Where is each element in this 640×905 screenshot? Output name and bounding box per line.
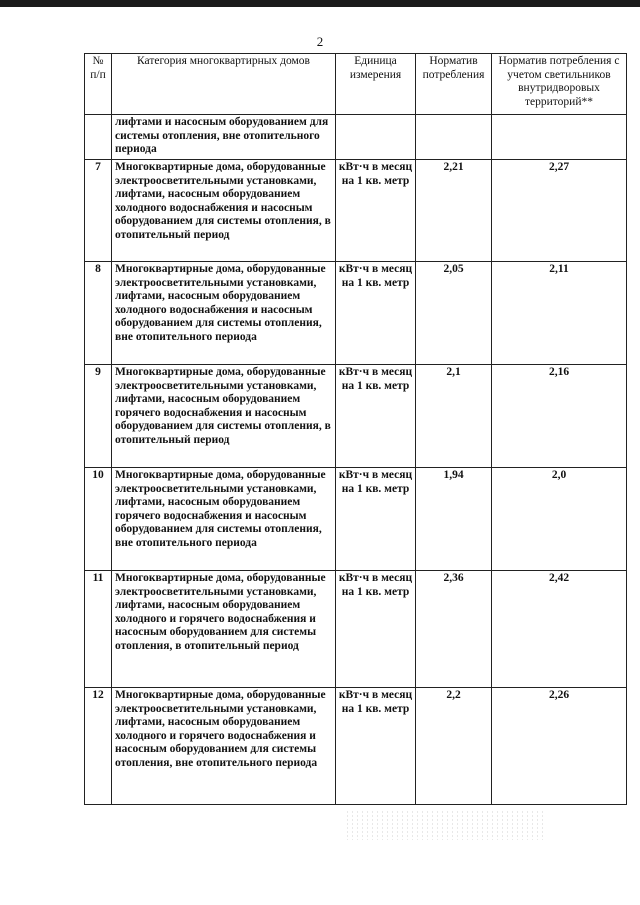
- row-category: Многоквартирные дома, оборудованные электроосветительными установками, лифтами, насосным оборудованием горячего водоснабжения и насосным оборудованием для системы отопления, вне отопительного периода: [112, 468, 336, 571]
- row-num: 8: [85, 262, 112, 365]
- consumption-norms-table: [84, 53, 627, 805]
- row-unit: [336, 115, 416, 160]
- row-norm-with-lights: 2,0: [492, 468, 627, 571]
- row-norm-with-lights: 2,42: [492, 571, 627, 688]
- scan-noise: [345, 810, 545, 840]
- row-norm: 2,05: [416, 262, 492, 365]
- row-category: Многоквартирные дома, оборудованные электроосветительными установками, лифтами, насосным оборудованием холодного и горячего водоснабжения и насосным оборудованием для системы отопления, в отопительный период: [112, 571, 336, 688]
- row-num: 12: [85, 688, 112, 805]
- table-row: [85, 262, 627, 365]
- table-row: [85, 468, 627, 571]
- row-norm: 2,1: [416, 365, 492, 468]
- header-norm-with-lights: Норматив потребления с учетом светильников внутридворовых территорий**: [492, 54, 627, 115]
- table-row: [85, 160, 627, 262]
- row-norm-with-lights: 2,26: [492, 688, 627, 805]
- header-category: Категория многоквартирных домов: [112, 54, 336, 115]
- row-category: лифтами и насосным оборудованием для системы отопления, вне отопительного периода: [112, 115, 336, 160]
- row-num: 10: [85, 468, 112, 571]
- row-category: Многоквартирные дома, оборудованные электроосветительными установками, лифтами, насосным оборудованием горячего водоснабжения и насосным оборудованием для системы отопления, в отопительный период: [112, 365, 336, 468]
- row-unit: кВт·ч в месяц на 1 кв. метр: [336, 571, 416, 688]
- row-category: Многоквартирные дома, оборудованные электроосветительными установками, лифтами, насосным оборудованием холодного и горячего водоснабжения и насосным оборудованием для системы отопления, вне отопительного периода: [112, 688, 336, 805]
- row-unit: кВт·ч в месяц на 1 кв. метр: [336, 262, 416, 365]
- row-norm: 2,2: [416, 688, 492, 805]
- table-row: [85, 571, 627, 688]
- row-unit: кВт·ч в месяц на 1 кв. метр: [336, 160, 416, 262]
- header-norm: Норматив потребления: [416, 54, 492, 115]
- row-norm: 2,36: [416, 571, 492, 688]
- table-row: [85, 688, 627, 805]
- row-num: [85, 115, 112, 160]
- row-num: 7: [85, 160, 112, 262]
- row-norm-with-lights: 2,11: [492, 262, 627, 365]
- row-norm: 2,21: [416, 160, 492, 262]
- scan-top-edge: [0, 0, 640, 7]
- row-unit: кВт·ч в месяц на 1 кв. метр: [336, 468, 416, 571]
- table-row: [85, 115, 627, 160]
- row-unit: кВт·ч в месяц на 1 кв. метр: [336, 365, 416, 468]
- row-category: Многоквартирные дома, оборудованные электроосветительными установками, лифтами, насосным оборудованием холодного водоснабжения и насосным оборудованием для системы отопления, вне отопительного периода: [112, 262, 336, 365]
- row-norm-with-lights: [492, 115, 627, 160]
- row-norm: [416, 115, 492, 160]
- row-norm: 1,94: [416, 468, 492, 571]
- page-number: 2: [316, 34, 324, 49]
- table-row: [85, 365, 627, 468]
- table-header-row: [85, 54, 627, 115]
- row-category: Многоквартирные дома, оборудованные электроосветительными установками, лифтами, насосным оборудованием холодного водоснабжения и насосным оборудованием для системы отопления, в отопительный период: [112, 160, 336, 262]
- row-unit: кВт·ч в месяц на 1 кв. метр: [336, 688, 416, 805]
- header-unit: Единица измерения: [336, 54, 416, 115]
- row-num: 9: [85, 365, 112, 468]
- header-num: № п/п: [85, 54, 112, 115]
- row-norm-with-lights: 2,27: [492, 160, 627, 262]
- row-num: 11: [85, 571, 112, 688]
- row-norm-with-lights: 2,16: [492, 365, 627, 468]
